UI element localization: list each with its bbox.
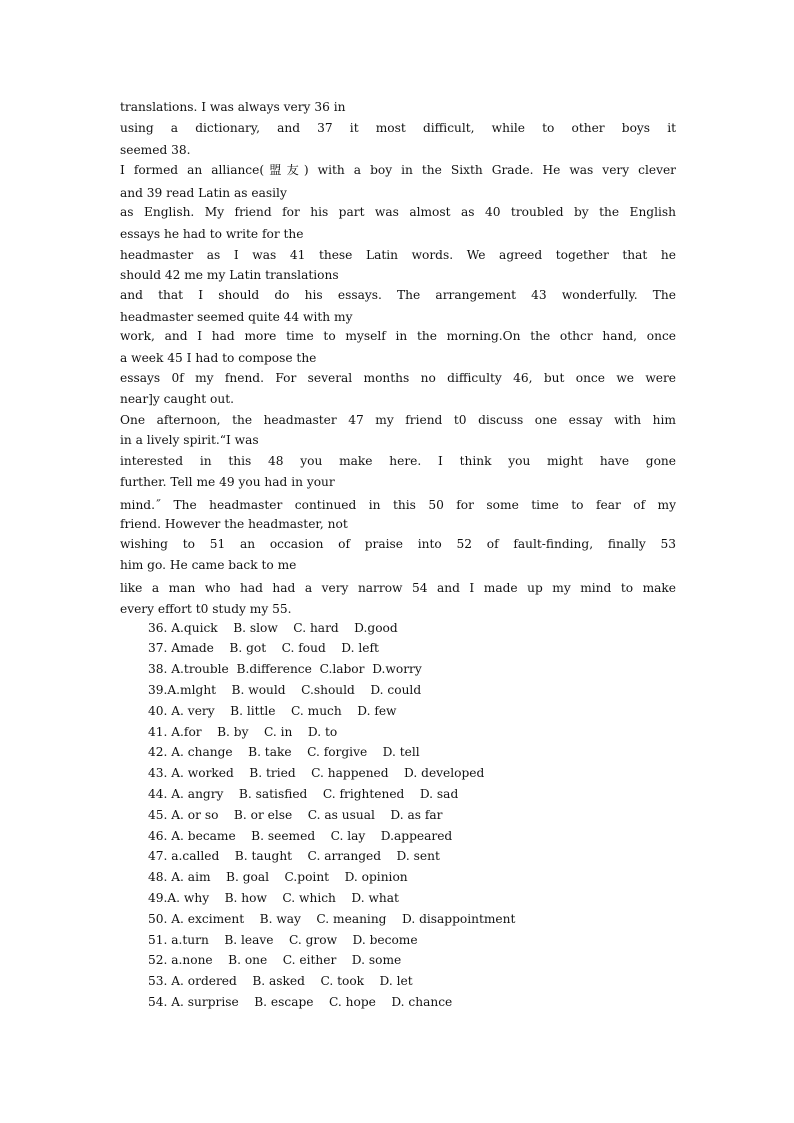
option-row-52: 52. a.none B. one C. either D. some — [148, 953, 402, 967]
option-row-45: 45. A. or so B. or else C. as usual D. as far — [148, 808, 443, 822]
option-row-54: 54. A. surprise B. escape C. hope D. chance — [148, 995, 453, 1009]
passage-line: him go. He came back to me — [120, 558, 297, 572]
option-row-42: 42. A. change B. take C. forgive D. tell — [148, 745, 420, 759]
passage-line: near]y caught out. — [120, 392, 234, 406]
passage-line: as English. My friend for his part was almost as 40 troubled by the English — [120, 205, 676, 219]
passage-line: a week 45 I had to compose the — [120, 351, 317, 365]
passage-line: like a man who had had a very narrow 54 and I made up my mind to make — [120, 581, 676, 595]
option-row-46: 46. A. became B. seemed C. lay D.appeared — [148, 829, 453, 843]
passage-line: further. Tell me 49 you had in your — [120, 475, 335, 489]
option-row-53: 53. A. ordered B. asked C. took D. let — [148, 974, 413, 988]
option-row-39: 39.A.mlght B. would C.should D. could — [148, 683, 422, 697]
passage-line: interested in this 48 you make here. I think you might have gone — [120, 454, 676, 468]
option-row-40: 40. A. very B. little C. much D. few — [148, 704, 397, 718]
option-row-43: 43. A. worked B. tried C. happened D. developed — [148, 766, 485, 780]
passage-line: headmaster as I was 41 these Latin words. We agreed together that he — [120, 248, 676, 262]
passage-line: seemed 38. — [120, 143, 191, 157]
passage-line: and that I should do his essays. The arrangement 43 wonderfully. The — [120, 288, 676, 302]
passage-line: essays he had to write for the — [120, 227, 304, 241]
passage-line: should 42 me my Latin translations — [120, 268, 339, 282]
passage-line: wishing to 51 an occasion of praise into 52 of fault-finding, finally 53 — [120, 537, 676, 551]
passage-line: mind.˝ The headmaster continued in this 50 for some time to fear of my — [120, 498, 676, 512]
option-row-41: 41. A.for B. by C. in D. to — [148, 725, 338, 739]
option-row-38: 38. A.trouble B.difference C.labor D.worry — [148, 662, 422, 676]
passage-line: I formed an alliance(盟友) with a boy in the Sixth Grade. He was very clever — [120, 163, 676, 177]
passage-line: every effort t0 study my 55. — [120, 602, 292, 616]
passage-line: translations. I was always very 36 in — [120, 100, 346, 114]
passage-line: and 39 read Latin as easily — [120, 186, 287, 200]
option-row-50: 50. A. exciment B. way C. meaning D. disappointment — [148, 912, 516, 926]
option-row-36: 36. A.quick B. slow C. hard D.good — [148, 621, 398, 635]
option-row-37: 37. Amade B. got C. foud D. left — [148, 641, 379, 655]
passage-line: One afternoon, the headmaster 47 my friend t0 discuss one essay with him — [120, 413, 676, 427]
passage-line: work, and I had more time to myself in the morning.On the othcr hand, once — [120, 329, 676, 343]
option-row-48: 48. A. aim B. goal C.point D. opinion — [148, 870, 408, 884]
passage-line: using a dictionary, and 37 it most difficult, while to other boys it — [120, 121, 676, 135]
passage-line: in a lively spirit.“I was — [120, 433, 259, 447]
passage-line: headmaster seemed quite 44 with my — [120, 310, 353, 324]
option-row-49: 49.A. why B. how C. which D. what — [148, 891, 399, 905]
passage-line: essays 0f my fnend. For several months no difficulty 46, but once we were — [120, 371, 676, 385]
option-row-51: 51. a.turn B. leave C. grow D. become — [148, 933, 418, 947]
passage-line: friend. However the headmaster, not — [120, 517, 348, 531]
option-row-47: 47. a.called B. taught C. arranged D. sent — [148, 849, 440, 863]
option-row-44: 44. A. angry B. satisfied C. frightened D. sad — [148, 787, 459, 801]
